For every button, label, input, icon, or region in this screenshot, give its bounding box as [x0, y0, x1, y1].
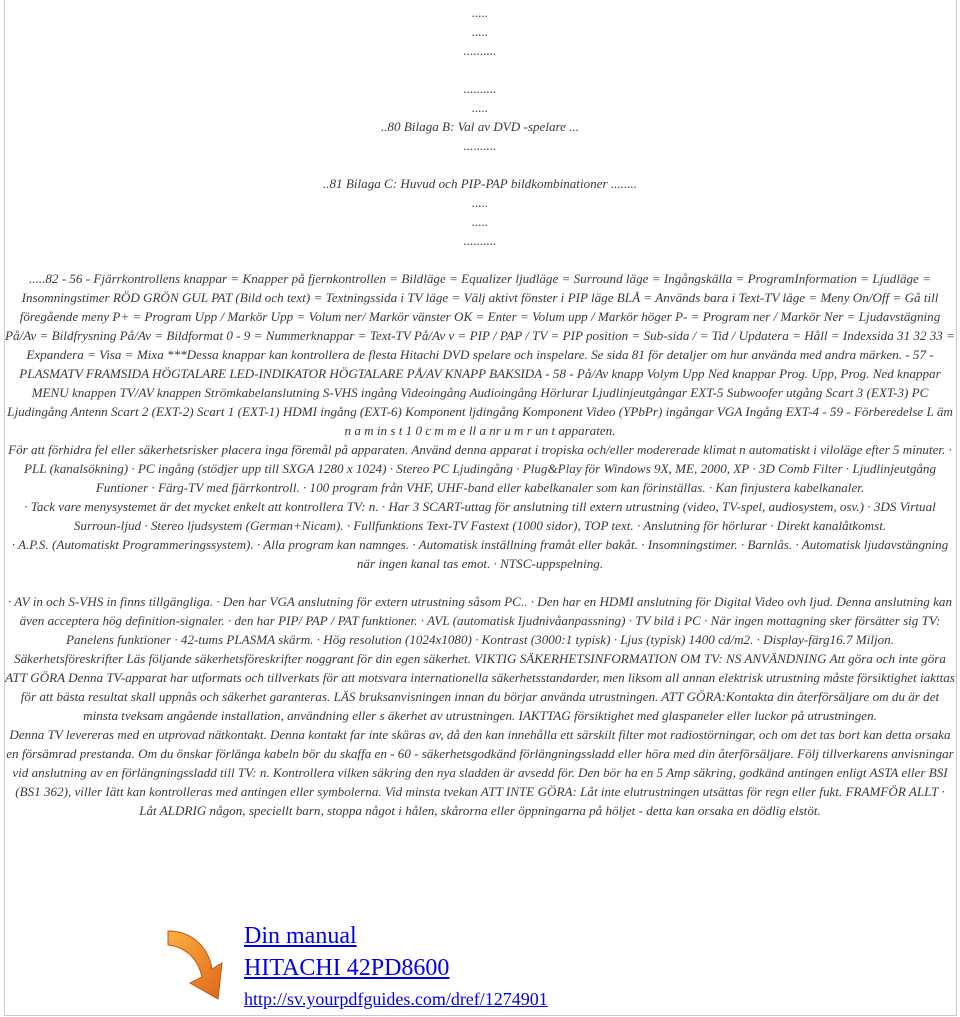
toc-dots: .......... [463, 233, 497, 248]
model-link[interactable]: HITACHI 42PD8600 [244, 955, 450, 981]
features-paragraph: · AV in och S-VHS in finns tillgängliga. · Den har VGA anslutning för extern utrustning såsom PC.. · Den har en HDMI anslutning för Digital Video ovh ljud. Denna anslutning kan även acceptera hög definition-signaler. · den har PIP/ PAP / PAT funktioner. · AVL (automatisk Ijudnivåanpassning) · TV bild i PC · När ingen mottagning sker försätter sig TV: Panelens funktioner · 42-tums PLASMA skärm. · Hög resolution (1024x1080) · Kontrast (3000:1 typisk) · Ljus (typisk) 1400 cd/m2. · Display-färg16.7 Miljon. [8, 594, 952, 647]
document-body [5, 3, 955, 820]
features-paragraph: · A.P.S. (Automatiskt Programmeringssystem). · Alla program kan namnges. · Automatisk inställning framåt eller bakåt. · Insomningstimer. · Barnlås. · Automatisk ljudavstängning när ingen kanal tas emot. · NTSC-uppspelning. [11, 537, 949, 571]
toc-dots: .......... [463, 138, 497, 153]
toc-dots: ..... [471, 24, 489, 39]
toc-entry-bilaga-b: ..80 Bilaga B: Val av DVD -spelare ... [380, 119, 580, 134]
spacer [5, 60, 955, 79]
spacer [5, 573, 955, 592]
safety-paragraph: Denna TV levereras med en utprovad nätkontakt. Denna kontakt far inte skäras av, då den kan innehålla ett särskilt filter mot radiostörningar, och om det tas bort kan detta orsaka en försämrad prestanda. Om du önskar förlänga kabeln bör du skaffa en - 60 - säkerhetsgodkänd förlängningssladd eller höra med din återförsäljare. Följ tillverkarens anvisningar vid anslutning av en förlängningssladd till TV: n. Kontrollera vilken säkring den nya sladden är avsedd för. Den bör ha en 5 Amp säkring, godkänd antingen enligt ASTA eller BSI (BS1 362), viller Iätt kan kontrolleras med antingen eller symbolerna. Vid minsta tvekan ATT INTE GÖRA: Låt inte elutrustningen utsättas för regn eller fukt. FRAMFÖR ALLT · Låt ALDRIG någon, speciellt barn, stoppa något i hålen, skårorna eller öppningarna på höljet - detta kan orsaka en dödlig elstöt. [6, 727, 954, 818]
toc-entry-bilaga-c: ..81 Bilaga C: Huvud och PIP-PAP bildkombinationer ........ [322, 176, 638, 191]
toc-dots: ..... [471, 195, 489, 210]
remote-buttons-paragraph: .....82 - 56 - Fjärrkontrollens knappar = Knapper på fjernkontrollen = Bildläge = Equalizer ljudläge = Surround läge = Ingångskälla = ProgramInformation = Ljudläge = Insomningstimer RÖD GRÖN GUL PAT (Bild och text) = Textningssida i TV läge = Välj aktivt fönster i PIP läge BLÅ = Används bara i Text-TV läge = Meny On/Off = Gå till föregående meny P+ = Program Upp / Markör Upp = Volum ner/ Markör vänster OK = Enter = Volum upp / Markör höger P- = Program ner / Markör Ner = Ljudavstägning På/Av = Bildfrysning På/Av = Bildformat 0 - 9 = Nummerknappar = Text-TV På/Av v = PIP / PAP / TV = PIP position = Sub-sida / = Tid / Updatera = Håll = Indexsida 31 32 33 = Expandera = Visa = Mixa ***Dessa knappar kan kontrollera de flesta Hitachi DVD spelare och inspelare. Se sida 81 för detaljer om hur använda med andra märken. - 57 - PLASMATV FRAMSIDA HÖGTALARE LED-INDIKATOR HÖGTALARE PÅ/AV KNAPP BAKSIDA - 58 - På/Av knapp Volym Upp Ned knappar Prog. Upp, Prog. Ned knappar MENU knappen TV/AV knappen Strömkabelanslutning S-VHS ingång Videoingång Audioingång Hörlurar Ljudlinjeutgångar EXT-5 Subwoofer utgång Scart 3 (EXT-3) PC Ljudingång Antenn Scart 2 (EXT-2) Scart 1 (EXT-1) HDMI ingång (EXT-6) Komponent ljdingång Komponent Video (YPbPr) ingångar VGA Ingång EXT-4 - 59 - Förberedelse L äm n a m in s t 1 0 c m m e ll a nr u m r un t apparaten. [5, 271, 955, 438]
features-paragraph: För att förhidra fel eller säkerhetsrisker placera inga föremål på apparaten. Använd denna apparat i tropiska och/eller modererade klimat n automatiskt i viloläge efter 5 minuter. · PLL (kanalsökning) · PC ingång (stödjer upp till SXGA 1280 x 1024) · Stereo PC Ljudingång · Plug&Play för Windows 9X, ME, 2000, XP · 3D Comb Filter · Ljudlinjeutgång Funtioner · Färg-TV med fjärrkontroll. · 100 program från VHF, UHF-band eller kabelkanaler som kan förinställas. · Kan finjustera kabelkanaler. [8, 442, 952, 495]
spacer [5, 155, 955, 174]
toc-dots: .......... [463, 81, 497, 96]
footer-links [244, 921, 548, 1011]
manual-link[interactable]: Din manual [244, 923, 357, 949]
arrow-logo-icon [160, 917, 240, 1007]
safety-paragraph: Säkerhetsföreskrifter Läs följande säkerhetsföreskrifter noggrant för din egen säkerhet. VIKTIG SÄKERHETSINFORMATION OM TV: NS ANVÄNDNING Att göra och inte göra ATT GÖRA Denna TV-apparat har utformats och tillverkats för att motsvara internationella säkerhetsstandarder, men liksom all annan elektrisk utrustning måste försiktighet iakttas för att bästa resultat skall uppnås och säkerhet garanteras. LÄS bruksanvisningen innan du börjar använda utrustningen. ATT GÖRA:Kontakta din återförsäljare om du är det minsta tveksam angående installation, användning eller s äkerhet av utrustningen. IAKTTAG försiktighet med glaspaneler eller luckor på utrustningen. [5, 651, 955, 723]
toc-dots: .......... [463, 43, 497, 58]
footer [160, 917, 660, 1012]
features-paragraph: · Tack vare menysystemet är det mycket enkelt att kontrollera TV: n. · Har 3 SCART-uttag för anslutning till extern utrustning (video, TV-spel, audiosystem, osv.) · 3DS Virtual Surroun-ljud · Stereo ljudsystem (German+Nicam). · Fullfunktions Text-TV Fastext (1000 sidor), TOP text. · Anslutning för hörlurar · Direkt kanalåtkomst. [24, 499, 936, 533]
toc-dots: ..... [471, 214, 489, 229]
toc-dots: ..... [471, 100, 489, 115]
url-link[interactable]: http://sv.yourpdfguides.com/dref/1274901 [244, 989, 548, 1009]
toc-dots: ..... [471, 5, 489, 20]
spacer [5, 250, 955, 269]
